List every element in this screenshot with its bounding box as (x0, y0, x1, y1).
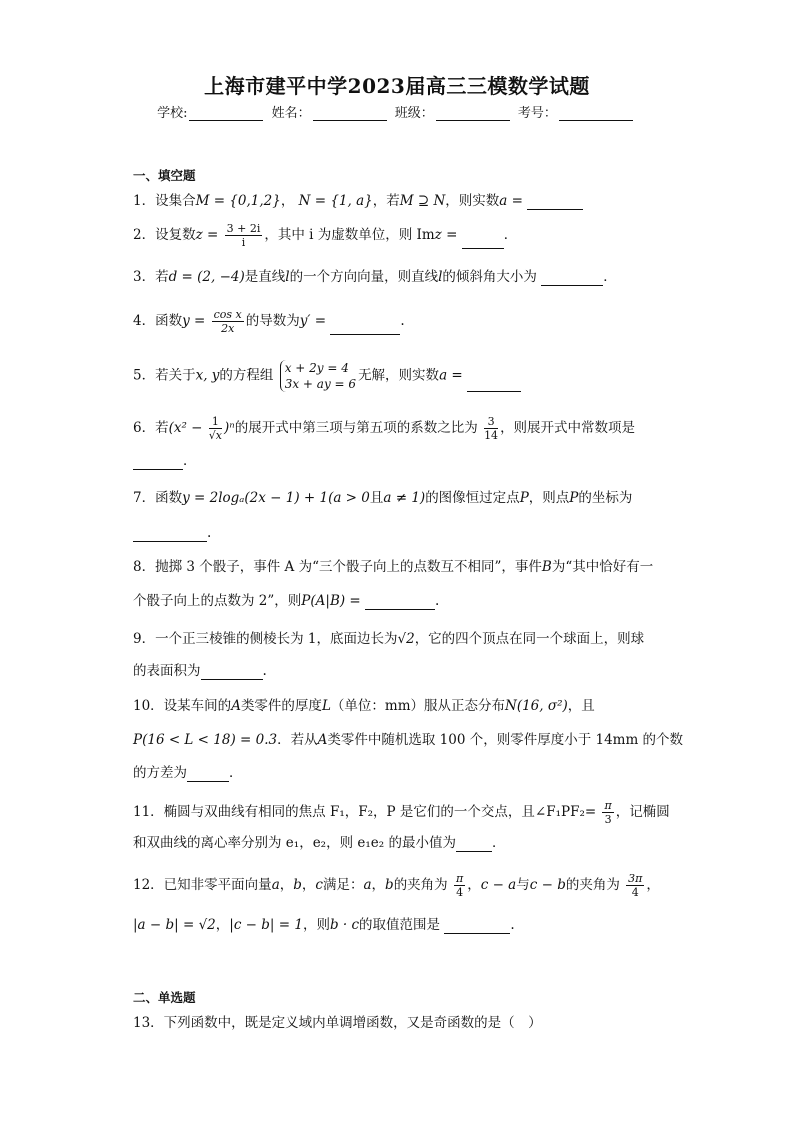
q10-distribution: N(16, σ²) (505, 698, 568, 714)
q4-fraction (212, 308, 244, 335)
q10-var-l: L (321, 698, 331, 714)
q5-equation-1: x + 2y = 4 (284, 361, 349, 375)
q7-point-2: P (569, 490, 579, 506)
q2-denominator: i (241, 236, 246, 249)
q12-denominator-1: 4 (456, 886, 464, 899)
q12-vec-b: b (293, 877, 302, 893)
exam-title: 上海市建平中学2023届高三三模数学试题 (204, 74, 590, 98)
name-label: 姓名： (271, 106, 311, 121)
q1-sep: ， (280, 193, 295, 209)
q12-dot-product: b · c (329, 917, 360, 933)
q6-post2: ，则展开式中常数项是 (500, 420, 636, 436)
q7-post2: ，则点 (528, 490, 570, 506)
q7-post: 的图像恒过定点 (425, 490, 520, 506)
q10-answer-blank[interactable] (187, 767, 229, 782)
question-6-line-2 (133, 452, 197, 470)
question-4 (133, 308, 405, 335)
question-7 (133, 489, 632, 507)
question-2 (133, 222, 517, 249)
q12-denominator-2: 4 (631, 886, 639, 899)
q6-fraction-inner (209, 415, 222, 442)
question-9 (133, 630, 644, 648)
q6-ratio-numerator: 3 (484, 415, 498, 429)
q5-post: 的方程组 (219, 367, 274, 384)
q12-c-minus-a: c − a (480, 877, 517, 893)
q1-set-m: M = {0,1,2} (195, 193, 281, 209)
q12-fraction-1 (454, 872, 465, 899)
q12-line-1a: 12．已知非零平面向量 (133, 877, 272, 893)
q3-text: 3．若 (133, 269, 169, 285)
q6-answer-blank[interactable] (133, 455, 183, 470)
question-11-line-2 (133, 834, 505, 852)
q2-post: ，其中 i 为虚数单位，则 Im (264, 227, 435, 243)
question-12-line-2 (133, 916, 515, 934)
q13-text: 13．下列函数中，既是定义域内单调增函数，又是奇函数的是（ ） (133, 1015, 542, 1031)
q12-norm-a-b: |a − b| = √2 (133, 917, 216, 933)
q11-denominator: 3 (604, 813, 612, 826)
question-5 (133, 360, 521, 392)
q2-answer-blank[interactable] (462, 234, 504, 249)
q12-line-1f: ， (646, 877, 660, 893)
q5-equation-system (280, 360, 356, 392)
q8-line-1: 8．抛掷 3 个骰子，事件 A 为“三个骰子向上的点数互不相同”，事件 (133, 559, 542, 575)
school-blank[interactable] (189, 106, 263, 121)
q12-with: 与 (516, 877, 530, 893)
q5-var: a = (439, 367, 463, 384)
q7-point: P (519, 490, 529, 506)
question-7-line-2 (133, 524, 211, 542)
q2-fraction (225, 222, 263, 249)
q11-answer-blank[interactable] (456, 837, 492, 852)
class-label: 班级： (394, 106, 434, 121)
q10-end: ． (229, 765, 243, 781)
q5-answer-blank[interactable] (467, 377, 521, 392)
q9-line-1b: ，它的四个顶点在同一个球面上，则球 (414, 631, 645, 647)
q11-end: ． (491, 835, 506, 851)
q7-mid: 且 (369, 490, 384, 506)
q10-probability: P(16 < L < 18) = 0.3 (133, 732, 278, 748)
q10-line-1d: ，且 (567, 698, 595, 714)
q10-class-a-2: A (317, 732, 328, 748)
q12-line-2b: ， (215, 917, 230, 933)
question-8-line-2 (133, 592, 439, 610)
q2-var: z = (195, 227, 219, 243)
q10-line-3: 的方差为 (133, 765, 187, 781)
q7-condition: a ≠ 1) (383, 490, 426, 506)
question-13 (133, 1014, 542, 1032)
q8-answer-blank[interactable] (365, 595, 435, 610)
q9-end: . (262, 663, 267, 679)
q10-line-2b: ．若从 (277, 732, 318, 748)
q5-equation-2: 3x + ay = 6 (284, 377, 357, 391)
q7-end: . (207, 525, 212, 541)
class-blank[interactable] (436, 106, 510, 121)
q11-line-1a: 11．椭圆与双曲线有相同的焦点 F₁，F₂，P 是它们的一个交点，且∠F₁PF₂= (133, 804, 597, 820)
q3-end: ． (603, 269, 617, 285)
q12-fraction-2 (626, 872, 644, 899)
question-10-line-3 (133, 764, 243, 782)
q10-line-1c: （单位：mm）服从正态分布 (330, 698, 506, 714)
q7-text: 7．函数 (133, 490, 183, 506)
q6-post: 的展开式中第三项与第五项的系数之比为 (234, 420, 478, 436)
q12-c-minus-b: c − b (529, 877, 566, 893)
q12-norm-c-b: |c − b| = 1 (229, 917, 303, 933)
q12-line-1d: ， (467, 877, 481, 893)
question-6 (133, 415, 635, 442)
q12-vec-a: a (271, 877, 280, 893)
q4-var2: y′ = (299, 313, 327, 329)
q1-var: a = (499, 193, 523, 209)
school-label: 学校: (157, 106, 188, 121)
q12-end: . (510, 917, 515, 933)
q1-condition: M ⊇ N (399, 193, 446, 209)
q3-answer-blank[interactable] (541, 271, 603, 286)
q10-line-2c: 类零件中随机选取 100 个，则零件厚度小于 14mm 的个数 (327, 732, 684, 748)
q2-numerator: 3 + 2i (226, 222, 261, 235)
q10-line-1b: 类零件的厚度 (240, 698, 322, 714)
q9-answer-blank[interactable] (201, 665, 263, 680)
q6-expr-b: )ⁿ (224, 420, 235, 436)
q12-vec-a-2: a (363, 877, 372, 893)
q2-end: ． (503, 227, 518, 243)
q1-set-n: N = {1, a} (298, 193, 373, 209)
q4-post: 的导数为 (245, 313, 300, 329)
section-fill-in-heading: 一、填空题 (133, 168, 196, 183)
q4-denominator: 2x (221, 322, 235, 335)
q2-text: 2．设复数 (133, 227, 196, 243)
question-10-line-2 (133, 731, 683, 749)
q4-var: y = (182, 313, 206, 329)
name-blank[interactable] (313, 106, 387, 121)
exam-number-label: 考号： (517, 106, 557, 121)
q4-answer-blank[interactable] (330, 320, 400, 335)
q6-expr-a: (x² − (168, 420, 203, 436)
q6-ratio-denominator: 14 (484, 429, 499, 442)
q11-line-2: 和双曲线的离心率分别为 e₁，e₂，则 e₁e₂ 的最小值为 (133, 835, 456, 851)
exam-number-blank[interactable] (559, 106, 633, 121)
q3-post2: 的一个方向向量，则直线 (289, 269, 439, 285)
q2-var2: z = (434, 227, 458, 243)
q3-var: l (285, 269, 290, 285)
q12-line-2e: 的取值范围是 (359, 917, 441, 933)
q7-post3: 的坐标为 (578, 490, 633, 506)
section-single-choice-heading: 二、单选题 (133, 990, 196, 1005)
question-1 (133, 192, 583, 210)
q4-end: . (400, 313, 405, 329)
question-9-line-2 (133, 662, 267, 680)
q6-end: ． (183, 453, 197, 469)
q3-post3: 的倾斜角大小为 (442, 269, 537, 285)
question-3 (133, 268, 617, 286)
question-12: 12．已知非零平面向量a，b，c满足：a，b的夹角为 $\frac{\pi}{4}$ ，c − a与c − b的夹角为 $\frac{3\pi}{4}$ ， (133, 872, 660, 899)
q8-probability: P(A|B) = (301, 593, 361, 609)
q11-numerator: π (604, 799, 612, 812)
q5-vars: x, y (195, 367, 220, 384)
q8-end: . (435, 593, 440, 609)
q3-post: 是直线 (244, 269, 286, 285)
q1-text: 1．设集合 (133, 193, 196, 209)
q6-fraction-ratio (484, 415, 498, 442)
q11-fraction (602, 799, 613, 826)
q1-answer-blank[interactable] (527, 195, 583, 210)
q1-mid: ，若 (372, 193, 400, 209)
q6-text: 6．若 (133, 420, 169, 436)
q9-line-1a: 9．一个正三棱锥的侧棱长为 1，底面边长为 (133, 631, 398, 647)
q3-var-2: l (438, 269, 443, 285)
q4-numerator: cos x (213, 308, 242, 321)
q1-post: ，则实数 (445, 193, 500, 209)
q12-line-1b: 满足： (322, 877, 364, 893)
q12-line-1c: 的夹角为 (393, 877, 448, 893)
question-10 (133, 697, 595, 715)
q12-numerator-2: 3π (628, 872, 643, 885)
q10-line-1a: 10．设某车间的 (133, 698, 232, 714)
q3-vector: d = (2, −4) (168, 269, 245, 285)
q12-line-1e: 的夹角为 (565, 877, 620, 893)
q8-line-1-end: 为“其中恰好有一 (551, 559, 654, 575)
q9-sqrt: √2 (397, 631, 415, 647)
q6-numerator: 1 (209, 415, 222, 429)
q4-text: 4．函数 (133, 313, 183, 329)
q12-line-2d: ，则 (302, 917, 330, 933)
q5-post2: 无解，则实数 (358, 367, 440, 384)
q6-denominator: √x (208, 429, 223, 442)
student-info-row (0, 102, 794, 121)
question-8 (133, 558, 653, 576)
q8-event-b: B (541, 559, 552, 575)
q11-line-1b: ，记椭圆 (615, 804, 670, 820)
q8-line-2: 个骰子向上的点数为 2”，则 (133, 593, 302, 609)
q7-expression: y = 2logₐ(2x − 1) + 1(a > 0 (182, 490, 370, 506)
q12-vec-c: c (315, 877, 323, 893)
q12-numerator-1: π (455, 872, 464, 885)
q12-vec-b-2: b (385, 877, 394, 893)
q5-text: 5．若关于 (133, 367, 196, 384)
q9-line-2: 的表面积为 (133, 663, 201, 679)
question-11 (133, 799, 670, 826)
q12-answer-blank[interactable] (444, 919, 510, 934)
q7-answer-blank[interactable] (133, 527, 207, 542)
q10-class-a: A (231, 698, 241, 714)
